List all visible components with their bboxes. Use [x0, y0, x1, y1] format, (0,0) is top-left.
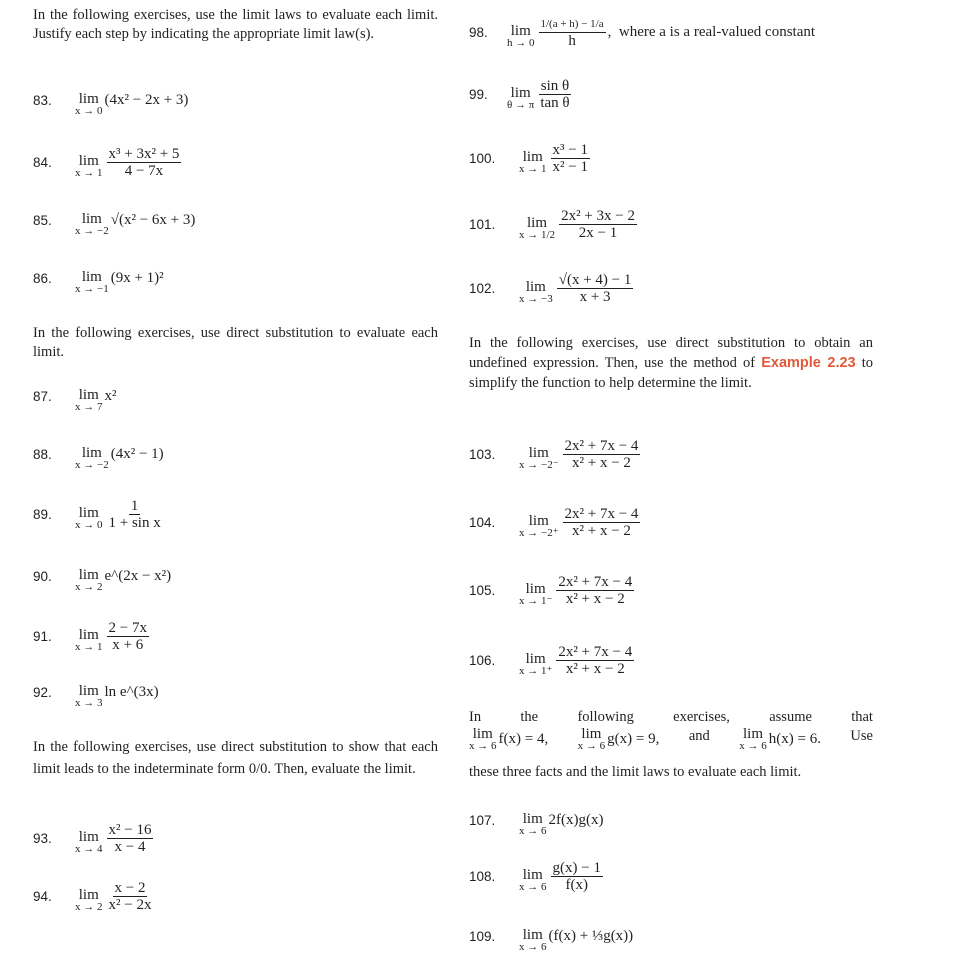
exercise-101: 101. lim x → 1/2 $\frac{\text{2x² + 3x − 2}}{2x - 1}$ [469, 207, 635, 241]
exercise-90: 90. lim x → 2 e^(2x − x²) [33, 566, 172, 593]
exercise-93: 93. lim x → 4 $\frac{\text{x² − 16}}{x - 4}$ [33, 821, 152, 855]
exercise-98-note: where a is a real-valued constant [618, 23, 816, 40]
exercise-104: 104. lim x → −2⁺ $\frac{\text{2x² + 7x − 4}}{\text{x² + x − 2}}$ [469, 505, 639, 539]
exercise-94: 94. lim x → 2 $\frac{x - 2}{\text{x² − 2x}}$ [33, 879, 152, 913]
instructions-limit-laws: In the following exercises, use the limit laws to evaluate each limit. Justify each step by indicating the appropriate limit law(s). [33, 7, 438, 42]
instructions-assume-facts: In the following exercises, assume that lim x → 6 f(x) = 4, lim x → 6 g(x) = 9, and lim x → 6 h(x) = 6. Use these three facts and the limit laws to evaluate each limit. [469, 709, 873, 780]
exercise-91: 91. lim x → 1 $\frac{2 - 7x}{x + 6}$ [33, 619, 147, 653]
instructions-indeterminate-form: In the following exercises, use direct substitution to show that each limit leads to the indeterminate form 0/0. Then, evaluate the limit. [33, 739, 438, 777]
example-2-23-link[interactable]: Example 2.23 [761, 355, 856, 371]
exercise-100: 100. lim x → 1 $\frac{\text{x³ − 1}}{\text{x² − 1}}$ [469, 141, 588, 175]
exercise-86: 86. lim x → −1 (9x + 1)² [33, 268, 164, 295]
exercise-103: 103. lim x → −2⁻ $\frac{\text{2x² + 7x − 4}}{\text{x² + x − 2}}$ [469, 437, 639, 471]
exercise-99: 99. lim θ → π $\frac{\text{sin θ}}{\text{tan θ}}$ [469, 77, 570, 111]
exercise-87: 87. lim x → 7 x² [33, 386, 117, 413]
exercise-102: 102. lim x → −3 $\frac{√(x + 4) - 1}{x + 3}$ [469, 271, 632, 305]
exercise-105: 105. lim x → 1⁻ $\frac{\text{2x² + 7x − 4}}{\text{x² + x − 2}}$ [469, 573, 633, 607]
instructions-direct-substitution: In the following exercises, use direct substitution to evaluate each limit. [33, 325, 438, 360]
exercise-84: 84. lim x → 1 $\frac{\text{x³ + 3x² + 5}}{4 - 7x}$ [33, 145, 180, 179]
exercise-107: 107. lim x → 6 2f(x)g(x) [469, 810, 604, 837]
exercise-89: 89. lim x → 0 $\frac{1}{\text{1 + sin x}}$ [33, 497, 161, 531]
exercise-106: 106. lim x → 1⁺ $\frac{\text{2x² + 7x − 4}}{\text{x² + x − 2}}$ [469, 643, 633, 677]
exercise-108: 108. lim x → 6 $\frac{g(x) - 1}{f(x)}$ [469, 859, 601, 893]
exercise-85: 85. lim x → −2 √(x² − 6x + 3) [33, 210, 196, 237]
exercise-98: 98. lim h → 0 $\frac{1/(a + h) - 1/a}{h}$ , where a is a real-valued constant [469, 17, 816, 49]
exercise-83: 83. lim x → 0 (4x² − 2x + 3) [33, 90, 189, 117]
exercise-92: 92. lim x → 3 ln e^(3x) [33, 682, 159, 709]
instructions-undefined-expression: In the following exercises, use direct substitution to obtain an undefined expression. Then, use the method of Example 2.23 to simplify the function to help determine the limit. [469, 335, 874, 391]
exercise-88: 88. lim x → −2 (4x² − 1) [33, 444, 164, 471]
exercise-109: 109. lim x → 6 (f(x) + ⅓g(x)) [469, 926, 634, 953]
